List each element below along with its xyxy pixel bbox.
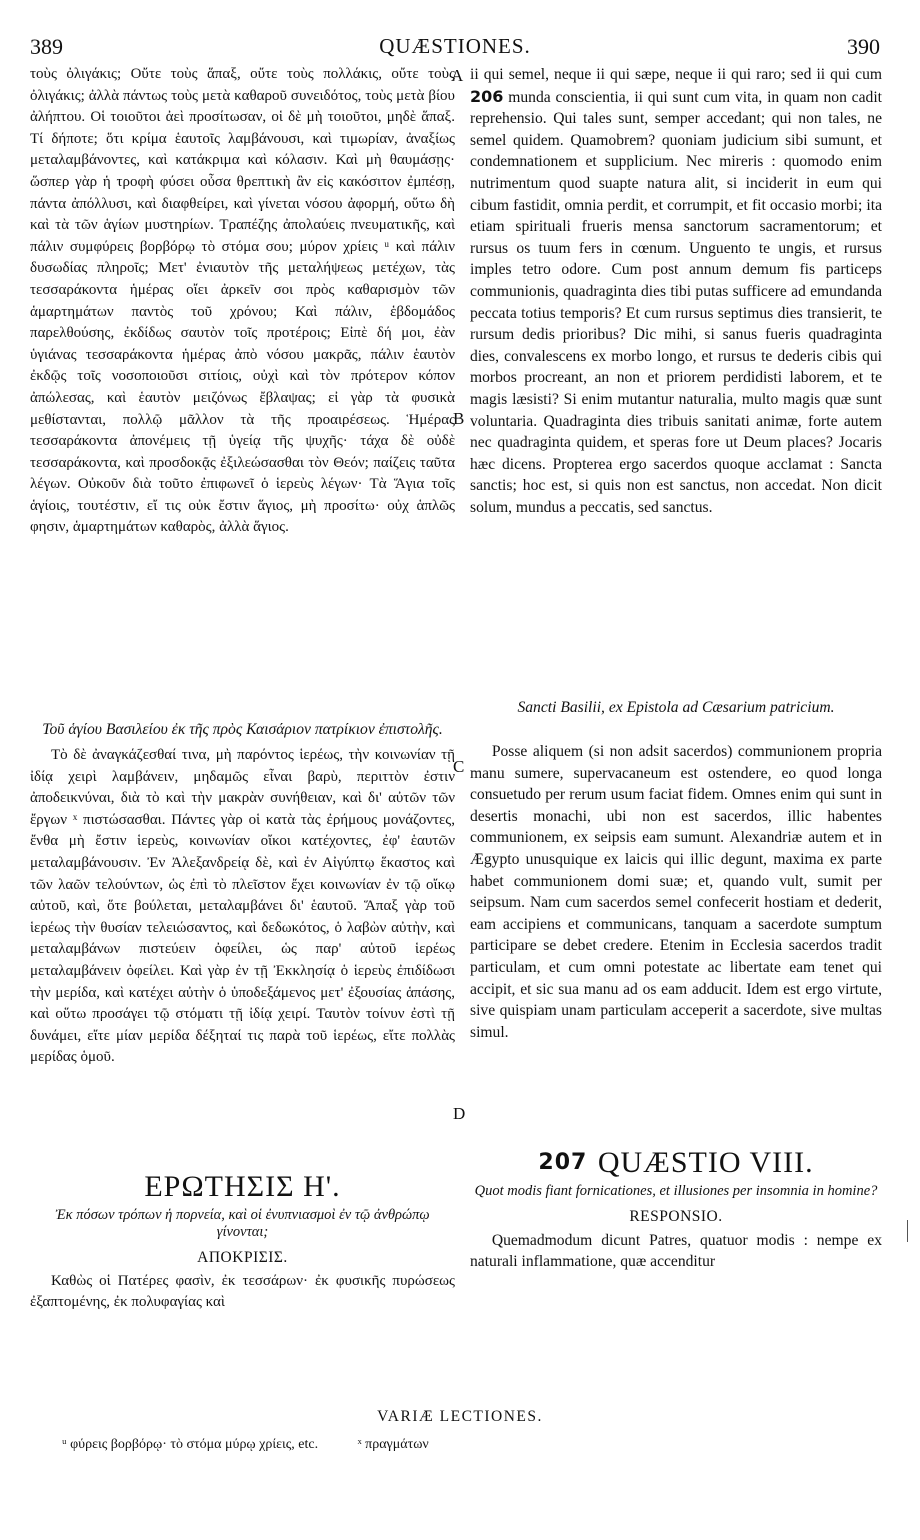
greek-response-text: Καθὼς οἱ Πατέρες φασὶν, ἐκ τεσσάρων· ἐκ φυσικῆς πυρώσεως ἐξαπτομένης, ἐκ πολυφαγίας καὶ bbox=[30, 1272, 455, 1311]
latin-basil-text: Posse aliquem (si non adsit sacerdos) communionem propria manu sumere, supervacaneum est ostendere, eo quod longa consuetudo per rerum usum faciat fidem. Omnes enim qui sunt in desertis monachi, ubi non est sacerdos, illic habentes communionem, ex seipsis eam sumunt. Alexandriæ autem et in Ægypto unusquique ex laicis qui illic degunt, maxima ex parte habet communionem domi suæ; et, quando vult, sumit per seipsum. Nam cum sacerdos semel confecerit hostiam et dederit, eam accipiens et communicans, tanquam a sacerdote sumptum participare se debet credere. Etenim in Ecclesia sacerdos tradit particulam, et cum omni potestate ac libertate eam tenet qui accipit, et sic sua manu ad os eam adducit. Idem est ergo virtute, sive quispiam unam particulam acceperit a sacerdote, sive multas simul. bbox=[470, 743, 882, 1041]
page-header bbox=[30, 34, 880, 64]
greek-column bbox=[30, 64, 455, 1315]
variant-note-x: ˣ πραγμάτων bbox=[357, 1437, 429, 1452]
margin-letter-c: C bbox=[453, 757, 465, 776]
greek-basil-subtitle: Τοῦ ἁγίου Βασιλείου ἐκ τῆς πρὸς Καισάριον πατρίκιον ἐπιστολῆς. bbox=[42, 721, 443, 738]
greek-question-title: ΕΡΩΤΗΣΙΣ Η'. bbox=[144, 1170, 341, 1203]
page-number-right: 390 bbox=[847, 34, 880, 59]
greek-basil-text: Τὸ δὲ ἀναγκάζεσθαί τινα, μὴ παρόντος ἱερέως, τὴν κοινωνίαν τῇ ἰδίᾳ χειρὶ λαμβάνειν, μηδαμῶς εἶναι βαρὺ, περιττὸν ἐστιν ἀποδεικνύναι, διὰ τὸ καὶ τὴν μακρὰν συνήθειαν, καὶ δι' αὐτῶν τῶν ἔργων ˣ πιστώσασθαι. Πάντες γὰρ οἱ κατὰ τὰς ἐρήμους μονάζοντες, ἔνθα μὴ ἔστιν ἱερεὺς, κοινωνίαν οἴκοι κατέχοντες, ἐφ' ἑαυτῶν μεταλαμβάνουσιν. Ἐν Ἀλεξανδρείᾳ δὲ, καὶ ἐν Αἰγύπτῳ ἕκαστος καὶ τῶν λαῶν τελούντων, ὡς ἐπὶ τὸ πλεῖστον ἔχει κοινωνίαν ἐν τῷ οἴκῳ αὐτοῦ, καὶ, ὅτε βούλεται, μεταλαμβάνει δι' ἑαυτοῦ. Ἅπαξ γὰρ τοῦ ἱερέως τὴν θυσίαν τελειώσαντος, καὶ δεδωκότος, ὁ λαβὼν αὐτὴν, καὶ μεταλαμβάνων πιστεύειν ὀφείλει, ὡς παρ' αὐτοῦ ἱερέως μεταλαμβάνειν ὀφείλει. Καὶ γὰρ ἐν τῇ Ἐκκλησίᾳ ὁ ἱερεὺς ἐπιδίδωσι τὴν μερίδα, καὶ κατέχει αὐτὴν ὁ ὑποδεξάμενος μετ' ἐξουσίας ἁπάσης, καὶ οὕτω προσάγει τῷ στόματι τῇ ἰδίᾳ χειρί. Ταυτὸν τοίνυν ἐστὶ τῇ δυνάμει, εἴτε μίαν μερίδα δέξηταί τις παρὰ τοῦ ἱερέως, εἴτε πολλὰς μερίδας ὁμοῦ. bbox=[30, 747, 455, 1066]
running-title: QUÆSTIONES. bbox=[379, 34, 531, 58]
variae-lectiones-heading: VARIÆ LECTIONES. bbox=[377, 1408, 543, 1425]
latin-text-continued bbox=[470, 64, 882, 690]
latin-response-heading: RESPONSIO. bbox=[629, 1208, 723, 1225]
latin-question-title bbox=[470, 1145, 882, 1181]
latin-response-text: Quemadmodum dicunt Patres, quatuor modis : nempe ex naturali inflammatione, quæ accenditur bbox=[470, 1231, 882, 1271]
latin-text-part-b: munda conscientia, ii qui sunt cum vita, in quam non cadit reprehensio. Qui tales sunt, semper accedant; qui non tales, ne semel quidem. Quamobrem? quoniam judicium sibi sumunt, et condemnationem et supplicium. Nec mireris : quomodo enim nutrimentum quod suapte natura alit, si inciderit in eum qui cibum fastidit, omnia perdit, et corrumpit, et fit occasio morbi; ita etiam spirituali frueris mensa sanctorum sacramentorum; et rursus os tuum fers in cœnum. Unguento te ungis, et rursus imples tetro odore. Cum post annum demum fis particeps communionis, quadraginta dies tibi putas sufficere ad emundanda peccata totius temporis? Et cum rursus septimus dies transierit, te rursum dedis prioribus? Dic mihi, si sanus fueris quadraginta dies, convalescens ex morbo longo, et rursus te dederis cibis qui morbos procreant, an non et priorem perdidisti laborem, et te magis læsisti? Si enim mutantur naturalia, multo magis quæ sunt voluntaria. Quadraginta dies tribuis sanitati animæ, forte autem nec quadraginta quidem, et speras fore ut Deum places? Jocaris hæc dicens. Propterea ergo sacerdos quoque acclamat : Sancta sanctis; hoc est, si quis non est sanctus, non accedat. Non dicit solum, mundus a peccatis, sed sanctus. bbox=[470, 88, 882, 516]
latin-basil-subtitle: Sancti Basilii, ex Epistola ad Cæsarium patricium. bbox=[517, 699, 835, 716]
margin-letter-b: B bbox=[453, 409, 465, 428]
page-number-left: 389 bbox=[30, 34, 63, 59]
latin-question-title-text: QUÆSTIO VIII. bbox=[597, 1146, 814, 1179]
page-marker-206: 206 bbox=[470, 86, 504, 106]
latin-text-part-a: ii qui semel, neque ii qui sæpe, neque ii qui raro; sed ii qui cum bbox=[470, 66, 882, 83]
latin-column bbox=[470, 64, 882, 1274]
greek-question-subtitle: Ἐκ πόσων τρόπων ἡ πορνεία, καὶ οἱ ἐνυπνιασμοὶ ἐν τῷ ἀνθρώπῳ γίνονται; bbox=[55, 1207, 430, 1240]
variant-note-u: ᵘ φύρεις βορβόρῳ· τὸ στόμα μύρῳ χρίεις, etc. bbox=[62, 1437, 319, 1452]
variae-lectiones-notes bbox=[62, 1437, 862, 1453]
question-number: 207 bbox=[538, 1150, 588, 1175]
greek-response-heading: ΑΠΟΚΡΙΣΙΣ. bbox=[197, 1249, 288, 1266]
greek-text-continued: τοὺς ὀλιγάκις; Οὔτε τοὺς ἅπαξ, οὔτε τοὺς πολλάκις, οὔτε τοὺς ὀλιγάκις; ἀλλὰ πάντως τοὺς μετὰ καθαροῦ συνειδότος, τοὺς μετὰ βίου ἀλήπτου. Οἱ τοιοῦτοι ἀεὶ προσίτωσαν, οἱ δὲ μὴ τοιοῦτοι, μηδὲ ἅπαξ. Τί δήποτε; ὅτι κρίμα ἑαυτοῖς λαμβάνουσι, καὶ τιμωρίαν, ἀναξίως μεταλαμβάνοντες, καὶ κατάκριμα καὶ κόλασιν. Καὶ μὴ θαυμάσῃς· ὥσπερ γὰρ ἡ τροφὴ φύσει οὖσα θρεπτικὴ ἂν εἰς κακόσιτον ἐμπέσῃ, πάντα ἀπόλλυσι, καὶ διαφθείρει, καὶ γίνεται νόσου ἀφορμή, οὕτω δὴ καὶ τὰ τῶν ἁγίων μυστηρίων. Τραπέζης ἀπολαύεις πνευματικῆς, καὶ πάλιν συμφύρεις βορβόρῳ τὸ στόμα σου; μύρον χρίεις ᵘ καὶ πάλιν δυσωδίας πληροῖς; Μετ' ἐνιαυτὸν τῆς μεταλήψεως μετέχων, τὰς τεσσαράκοντα ἡμέρας οἴει ἀρκεῖν σοι πρὸς καθαρισμὸν τῶν ἁμαρτημάτων παντὸς τοῦ χρόνου; Καὶ πάλιν, ἑβδομάδος παρελθούσης, ἐκδίδως σαυτὸν τοῖς προτέροις; Εἰπὲ δή μοι, ἐὰν ὑγιάνας τεσσαράκοντα ἡμέρας ἀπὸ νόσου μακρᾶς, πάλιν ἑαυτὸν ἐκδῷς τοῖς νοσοποιοῦσι σιτίοις, οὐχὶ καὶ τὸν πρότερον κόπον ἀπώλεσας, καὶ ἑαυτὸν μειζόνως ἔβλαψας; εἰ γὰρ τὰ φυσικὰ μεθίστανται, πολλῷ μᾶλλον τὰ τῆς προαιρέσεως. Ἡμέρας τεσσαράκοντα ἀπονέμεις τῇ ὑγείᾳ τῆς ψυχῆς· τάχα δὲ οὐδὲ τεσσαράκοντα, καὶ προσδοκᾷς ἐξιλεώσασθαι τὸν Θεόν; παίζεις ταῦτα λέγων. Οὐκοῦν διὰ τοῦτο ἐπιφωνεῖ ὁ ἱερεὺς λέγων· Τὰ Ἅγια τοῖς ἁγίοις, τουτέστιν, εἴ τις οὐκ ἔστιν ἅγιος, μὴ προσίτω· οὐχ ἁπλῶς φησιν, ἁμαρτημάτων καθαρὸς, ἀλλὰ ἅγιος. bbox=[30, 66, 455, 536]
margin-letter-d: D bbox=[453, 1104, 466, 1123]
margin-letter-a: A bbox=[451, 66, 464, 85]
margin-rule bbox=[907, 1220, 908, 1242]
latin-question-subtitle: Quot modis fiant fornicationes, et illusiones per insomnia in homine? bbox=[474, 1183, 878, 1199]
